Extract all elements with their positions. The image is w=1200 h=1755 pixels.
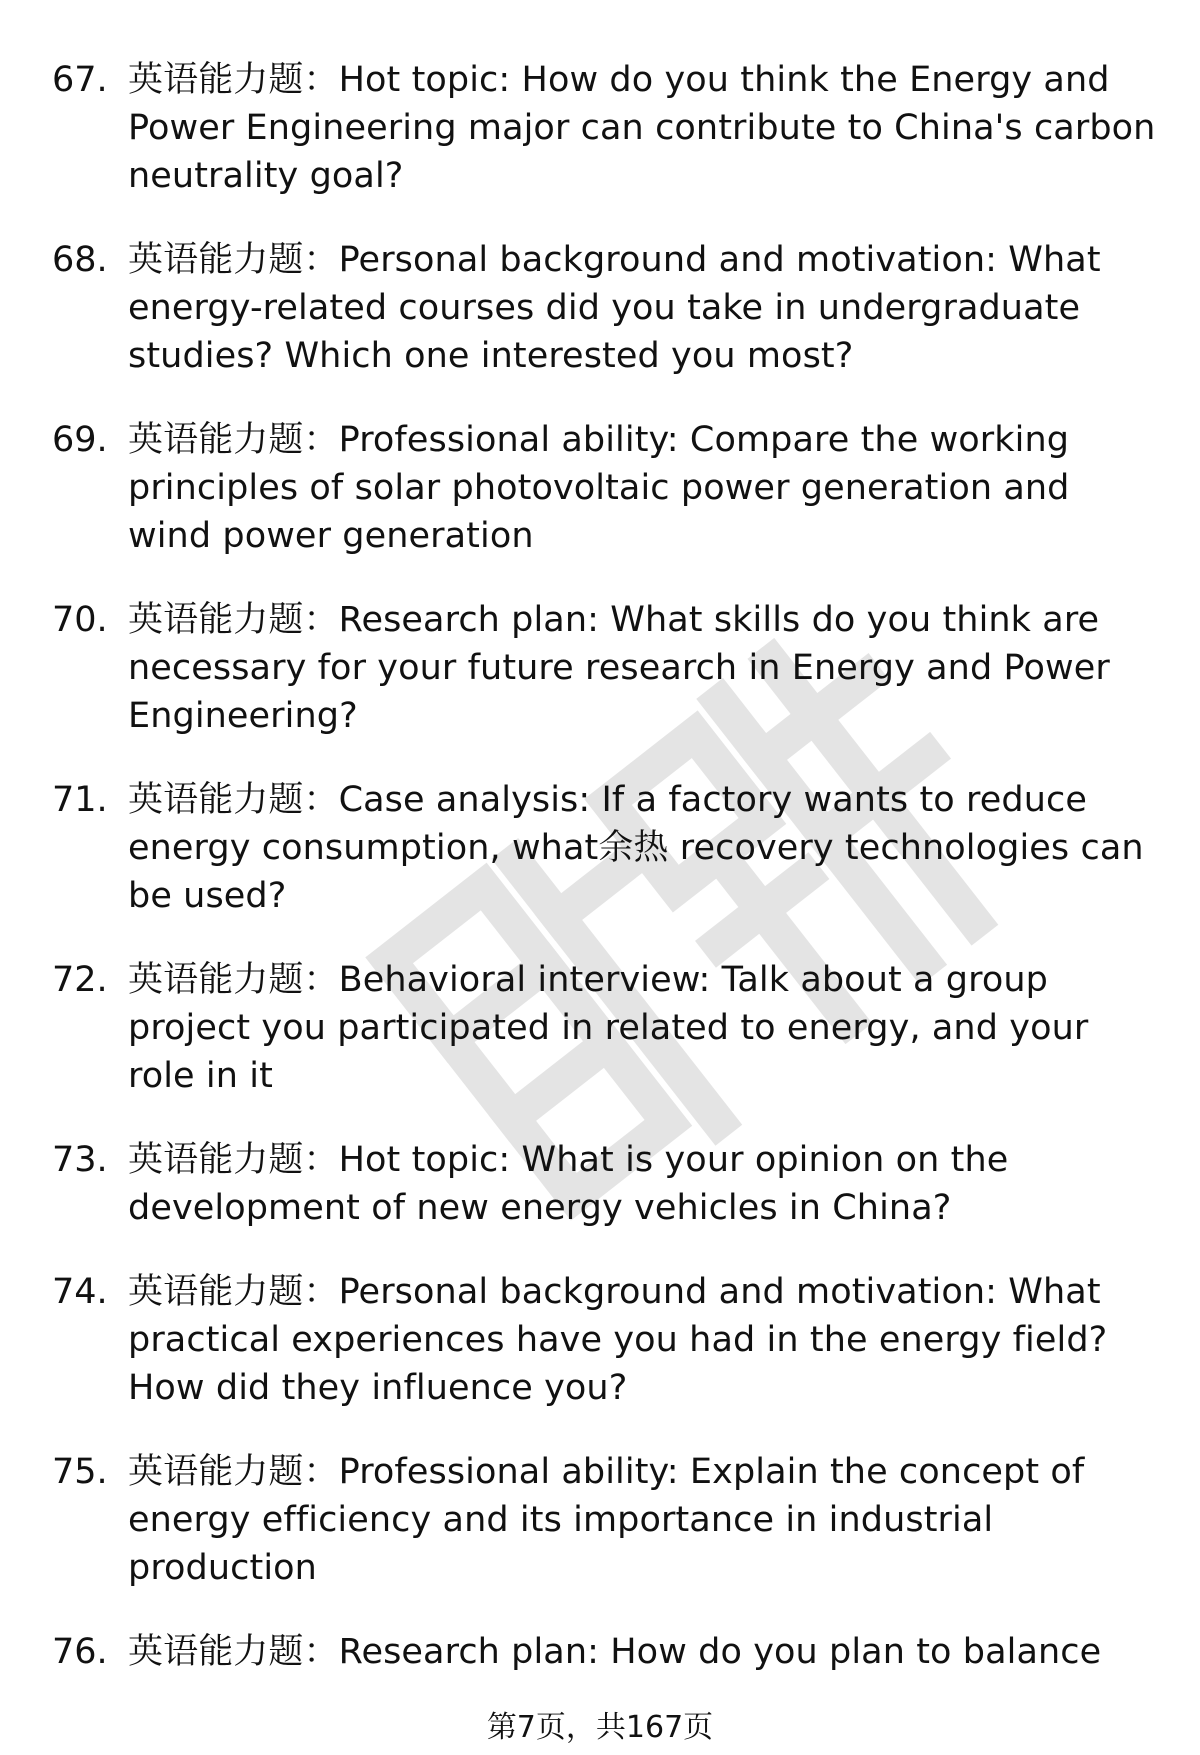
question-number: 71. [52, 780, 108, 820]
question-number: 73. [52, 1140, 108, 1180]
question-number: 74. [52, 1272, 108, 1312]
question-item [0, 1628, 1200, 1688]
question-list [0, 56, 1200, 1688]
question-text: 英语能力题：Hot topic: What is your opinion on the development of new energy vehicles in China? [128, 1140, 1009, 1228]
question-text: 英语能力题：Professional ability: Explain the concept of energy efficiency and its importance in industrial production [128, 1452, 1085, 1588]
question-item [0, 56, 1200, 236]
question-text: 英语能力题：Research plan: What skills do you think are necessary for your future research in Energy and Power Engineering? [128, 600, 1110, 736]
question-number: 70. [52, 600, 108, 640]
page-footer: 第7页，共167页 [486, 1710, 714, 1745]
question-text: 英语能力题：Professional ability: Compare the working principles of solar photovoltaic power generation and wind power generation [128, 420, 1070, 556]
question-number: 67. [52, 60, 108, 100]
question-number: 75. [52, 1452, 108, 1492]
question-item [0, 1136, 1200, 1268]
question-text: 英语能力题：Behavioral interview: Talk about a group project you participated in related to energy, and your role in it [128, 960, 1089, 1096]
question-item [0, 956, 1200, 1136]
question-number: 76. [52, 1632, 108, 1672]
question-item [0, 236, 1200, 416]
question-item [0, 596, 1200, 776]
question-item [0, 1268, 1200, 1448]
question-number: 72. [52, 960, 108, 1000]
question-item [0, 776, 1200, 956]
question-number: 68. [52, 240, 108, 280]
question-text: 英语能力题：Hot topic: How do you think the Energy and Power Engineering major can contribute to China's carbon neutrality goal? [128, 60, 1156, 196]
question-text: 英语能力题：Personal background and motivation: What energy-related courses did you take in undergraduate studies? Which one interested you most? [128, 240, 1101, 376]
question-text: 英语能力题：Personal background and motivation: What practical experiences have you had in the energy field? How did they influence you? [128, 1272, 1108, 1408]
question-text: 英语能力题：Case analysis: If a factory wants to reduce energy consumption, what余热 recovery technologies can be used? [128, 780, 1144, 916]
question-item [0, 416, 1200, 596]
question-text: 英语能力题：Research plan: How do you plan to balance [128, 1632, 1102, 1672]
question-number: 69. [52, 420, 108, 460]
question-item [0, 1448, 1200, 1628]
